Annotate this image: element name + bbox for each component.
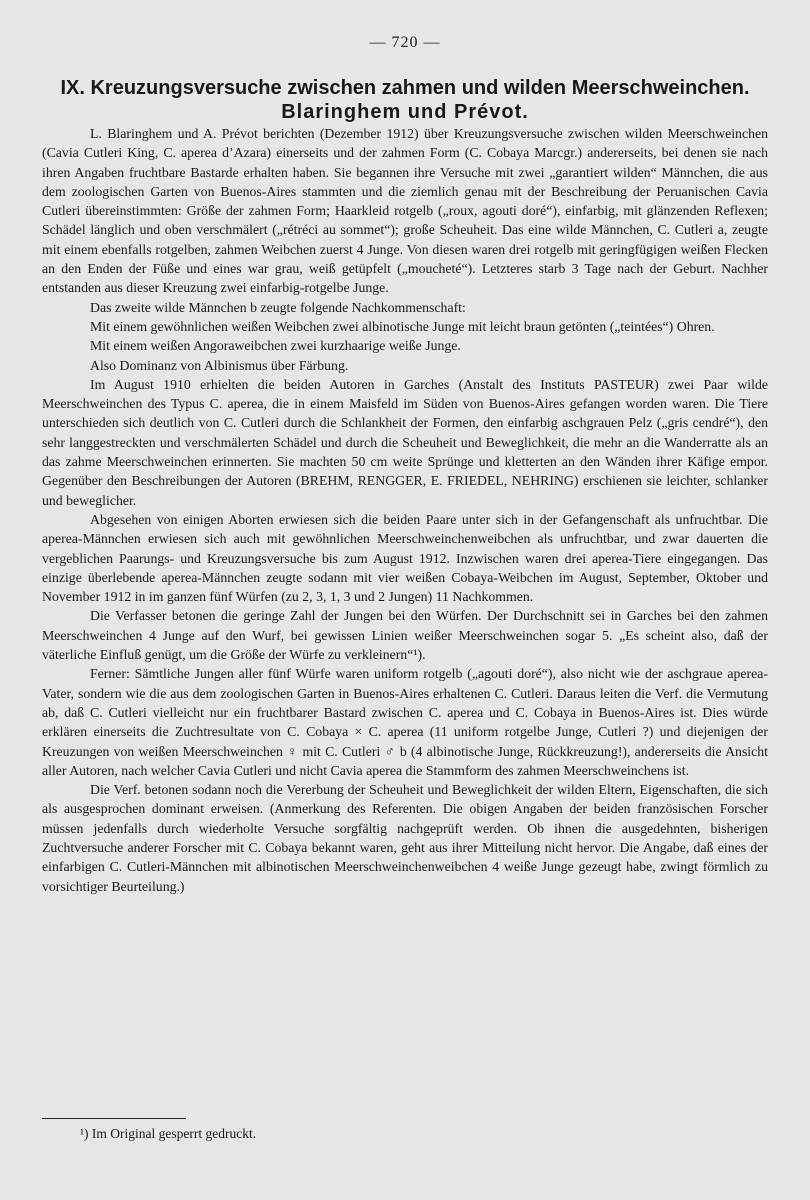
title-line-2: Blaringhem und Prévot. xyxy=(281,101,529,123)
paragraph: Mit einem weißen Angoraweibchen zwei kurzhaarige weiße Junge. xyxy=(90,338,461,354)
paragraph: Die Verfasser betonen die geringe Zahl der Jungen bei den Würfen. Der Durchschnitt sei in Garches bei den zahmen Meerschweinchen 4 Junge auf den Wurf, bei gewissen Linien weißer Meerschweinchen sogar 5. „Es scheint also, daß der väterliche Einfluß genügt, um die Größe der Würfe zu verkleinern“¹). xyxy=(42,608,768,663)
paragraph: Mit einem gewöhnlichen weißen Weibchen zwei albinotische Junge mit leicht braun getönten („teintées“) Ohren. xyxy=(90,318,715,334)
paragraph: Ferner: Sämtliche Jungen aller fünf Würfe waren uniform rotgelb („agouti doré“), also nicht wie der aschgraue aperea-Vater, sondern wie die aus dem zoologischen Garten in Buenos-Aires erhaltenen C. Cutleri. Daraus leiten die Verf. die Vermutung ab, daß C. Cutleri vielleicht nur ein fruchtbarer Bastard zwischen C. aperea und C. Cobaya in Buenos-Aires ist. Dies würde erklären einerseits die Zuchtresultate von C. Cobaya × C. aperea (11 uniform rotgelbe Junge, Cutleri ?) und diejenigen der Kreuzungen von weißen Meerschweinchen ♀ mit C. Cutleri ♂ b (4 albinotische Junge, Rückkreuzung!), andererseits die Ansicht aller Autoren, nach welcher Cavia Cutleri und nicht Cavia aperea die Stammform des zahmen Meerschweinchens ist. xyxy=(42,666,768,778)
paragraph: Also Dominanz von Albinismus über Färbung. xyxy=(90,357,349,373)
title-line-1: IX. Kreuzungsversuche zwischen zahmen und wilden Meerschweinchen. xyxy=(60,77,750,99)
article-body xyxy=(42,124,768,896)
paragraph: Abgesehen von einigen Aborten erwiesen sich die beiden Paare unter sich in der Gefangenschaft als unfruchtbar. Die aperea-Männchen erwiesen sich auch mit gewöhnlichen Meerschweinchenweibchen als unfruchtbar, und zwar dauerten die vergeblichen Paarungs- und Kreuzungsversuche bis zum August 1912. Inzwischen waren drei aperea-Tiere eingegangen. Das einzige überlebende aperea-Männchen zeugte sodann mit vier weißen Cobaya-Weibchen im August, September, Oktober und November 1912 in im ganzen fünf Würfen (zu 2, 3, 1, 3 und 2 Jungen) 11 Nachkommen. xyxy=(42,511,768,605)
footnote: ¹) Im Original gesperrt gedruckt. xyxy=(80,1126,257,1141)
paragraph: Die Verf. betonen sodann noch die Vererbung der Scheuheit und Beweglichkeit der wilden Eltern, Eigenschaften, die sich als ausgesprochen dominant erweisen. (Anmerkung des Referenten. Die obigen Angaben der beiden französischen Forscher müssen jedenfalls durch wiederholte Versuche sorgfältig nachgeprüft werden. Ob ihnen die ausgedehnten, bisherigen Zuchtversuche anderer Forscher mit C. Cobaya bekannt waren, geht aus ihrer Mitteilung nicht hervor. Die Angabe, daß eines der einfarbigen C. Cutleri-Männchen mit albinotischen Meerschweinchenweibchen 4 weiße Junge gezeugt habe, zwingt förmlich zu vorsichtiger Beurteilung.) xyxy=(42,782,768,894)
paragraph: L. Blaringhem und A. Prévot berichten (Dezember 1912) über Kreuzungsversuche zwischen wilden Meerschweinchen (Cavia Cutleri King, C. aperea d’Azara) einerseits und der zahmen Form (C. Cobaya Marcgr.) andererseits, bei denen sie nach ihren Angaben fruchtbare Bastarde erhalten haben. Sie begannen ihre Versuche mit zwei „garantiert wilden“ Männchen, die aus dem zoologischen Garten von Buenos-Aires stammten und die ziemlich genau mit der Beschreibung der Peruanischen Cavia Cutleri übereinstimmten: Größe der zahmen Form; Haarkleid rotgelb („roux, agouti doré“), einfarbig, mit glänzenden Reflexen; Schädel länglich und oben verschmälert („rétréci au sommet“); große Scheuheit. Das eine wilde Männchen, C. Cutleri a, zeugte mit einem ebenfalls rotgelben, zahmen Weibchen zuerst 4 Junge. Von diesen waren drei rotgelb mit geringfügigen weißen Flecken an den Enden der Füße und eines war grau, weiß getüpfelt („moucheté“). Letzteres starb 3 Tage nach der Geburt. Nachher entstanden aus dieser Kreuzung zwei einfarbig-rotgelbe Junge. xyxy=(42,126,768,296)
footnote-divider xyxy=(42,1118,186,1119)
page-number: — 720 — xyxy=(369,34,441,51)
article-title xyxy=(40,76,770,124)
paragraph: Das zweite wilde Männchen b zeugte folgende Nachkommenschaft: xyxy=(90,299,466,315)
paragraph: Im August 1910 erhielten die beiden Autoren in Garches (Anstalt des Instituts PASTEUR) zwei Paar wilde Meerschweinchen des Typus C. aperea, die in einem Maisfeld im Süden von Buenos-Aires gefangen worden waren. Die Tiere unterschieden sich deutlich von C. Cutleri durch die Schlankheit der Formen, den einfarbig aschgrauen Pelz („gris cendré“), den sehr langgestreckten und verschmälerten Schädel und durch die Scheuheit und Beweglichkeit, die mehr an die Wanderratte als an das zahme Meerschweinchen erinnerten. Sie machten 50 cm weite Sprünge und kletterten an den Wänden ihrer Käfige empor. Gegenüber den Beschreibungen der Autoren (BREHM, RENGGER, E. FRIEDEL, NEHRING) erschienen sie leichter, schlanker und beweglicher. xyxy=(42,376,768,508)
